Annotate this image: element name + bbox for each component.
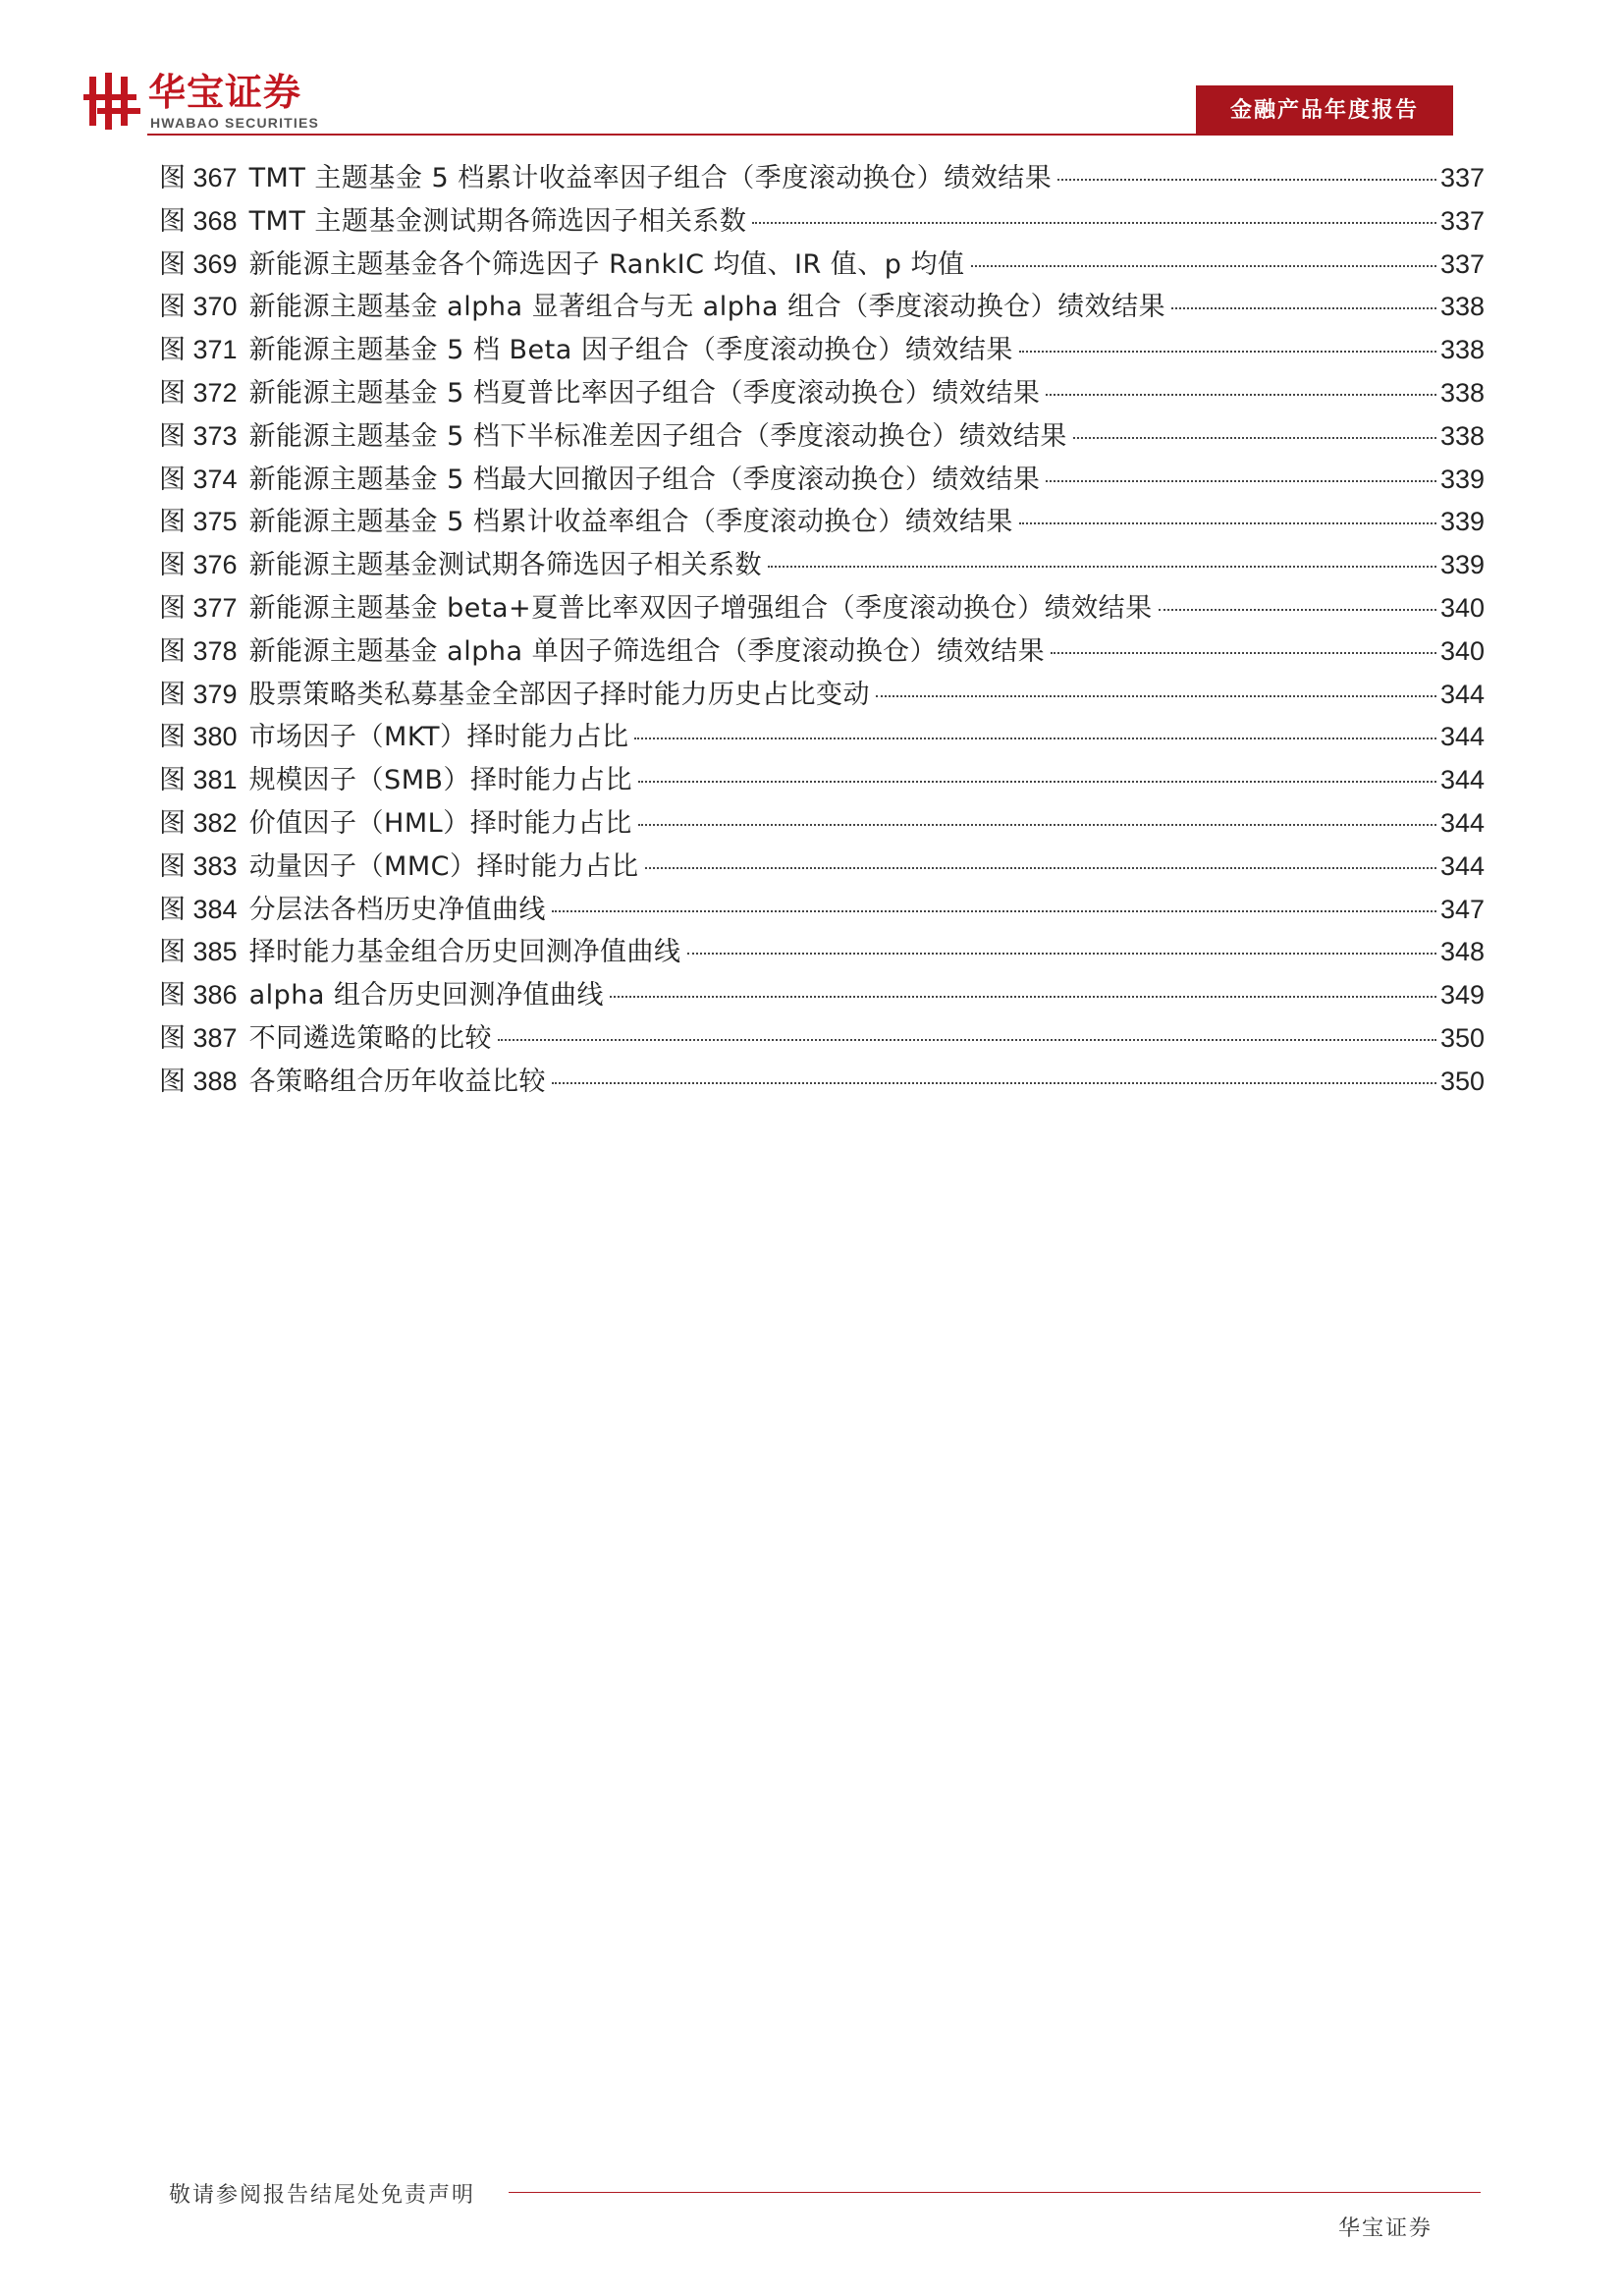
toc-dot-leader — [1159, 608, 1436, 611]
toc-dot-leader — [1057, 178, 1436, 181]
toc-figure-title: 择时能力基金组合历史回测净值曲线 — [248, 937, 681, 968]
toc-dot-leader — [1073, 436, 1436, 439]
toc-dot-leader — [552, 909, 1436, 912]
toc-dot-leader — [876, 694, 1436, 697]
toc-page-number: 338 — [1439, 377, 1485, 408]
toc-dot-leader — [971, 264, 1436, 267]
toc-figure-title: TMT 主题基金测试期各筛选因子相关系数 — [248, 205, 747, 237]
toc-entry[interactable] — [159, 716, 1485, 759]
toc-entry[interactable] — [159, 846, 1485, 889]
toc-figure-label: 图 377 — [159, 592, 238, 623]
toc-entry[interactable] — [159, 1017, 1485, 1061]
toc-figure-title: 市场因子（MKT）择时能力占比 — [248, 722, 629, 753]
toc-figure-label: 图 382 — [159, 807, 238, 838]
toc-page-number: 340 — [1439, 635, 1485, 666]
toc-figure-title: 新能源主题基金 beta+夏普比率双因子增强组合（季度滚动换仓）绩效结果 — [248, 592, 1153, 624]
toc-dot-leader — [768, 565, 1436, 568]
toc-dot-leader — [1046, 479, 1436, 482]
toc-page-number: 337 — [1439, 248, 1485, 279]
page-header — [0, 0, 1623, 147]
logo-english-name: HWABAO SECURITIES — [150, 115, 320, 131]
toc-entry[interactable] — [159, 630, 1485, 674]
toc-page-number: 347 — [1439, 894, 1485, 924]
toc-figure-title: 不同遴选策略的比较 — [248, 1022, 493, 1054]
toc-page-number: 337 — [1439, 163, 1485, 192]
toc-dot-leader — [610, 995, 1436, 998]
toc-figure-title: 新能源主题基金 alpha 单因子筛选组合（季度滚动换仓）绩效结果 — [248, 635, 1046, 667]
toc-page-number: 344 — [1439, 807, 1485, 838]
toc-figure-title: 股票策略类私募基金全部因子择时能力历史占比变动 — [248, 679, 871, 710]
toc-figure-title: 新能源主题基金 5 档 Beta 因子组合（季度滚动换仓）绩效结果 — [248, 335, 1013, 366]
toc-figure-label: 图 384 — [159, 894, 238, 924]
toc-page-number: 350 — [1439, 1022, 1485, 1053]
toc-entry[interactable] — [159, 889, 1485, 932]
toc-entry[interactable] — [159, 157, 1485, 200]
toc-figure-title: 各策略组合历年收益比较 — [248, 1066, 547, 1097]
toc-page-number: 344 — [1439, 765, 1485, 795]
toc-figure-label: 图 376 — [159, 550, 238, 580]
toc-page-number: 339 — [1439, 550, 1485, 580]
toc-entry[interactable] — [159, 544, 1485, 587]
toc-entry[interactable] — [159, 587, 1485, 630]
toc-figure-label: 图 375 — [159, 507, 238, 537]
toc-dot-leader — [645, 866, 1436, 869]
toc-figure-title: 新能源主题基金 5 档累计收益率组合（季度滚动换仓）绩效结果 — [248, 507, 1013, 538]
company-logo — [83, 67, 378, 136]
toc-figure-title: 动量因子（MMC）择时能力占比 — [248, 850, 639, 882]
toc-dot-leader — [752, 221, 1436, 224]
toc-entry[interactable] — [159, 372, 1485, 415]
toc-entry[interactable] — [159, 802, 1485, 846]
toc-dot-leader — [687, 952, 1436, 955]
toc-figure-label: 图 388 — [159, 1066, 238, 1096]
toc-figure-label: 图 381 — [159, 765, 238, 795]
logo-chinese-name: 华宝证券 — [148, 71, 302, 114]
toc-figure-label: 图 368 — [159, 205, 238, 236]
toc-figure-label: 图 367 — [159, 163, 238, 192]
toc-figure-title: 新能源主题基金各个筛选因子 RankIC 均值、IR 值、p 均值 — [248, 248, 965, 280]
toc-figure-title: 新能源主题基金测试期各筛选因子相关系数 — [248, 550, 763, 581]
toc-entry[interactable] — [159, 415, 1485, 459]
toc-page-number: 338 — [1439, 335, 1485, 365]
toc-figure-label: 图 383 — [159, 850, 238, 881]
toc-figure-title: 新能源主题基金 5 档夏普比率因子组合（季度滚动换仓）绩效结果 — [248, 377, 1041, 409]
toc-figure-title: 新能源主题基金 5 档下半标准差因子组合（季度滚动换仓）绩效结果 — [248, 420, 1067, 452]
toc-entry[interactable] — [159, 200, 1485, 244]
toc-dot-leader — [638, 780, 1436, 783]
toc-entry[interactable] — [159, 759, 1485, 802]
toc-entry[interactable] — [159, 286, 1485, 329]
toc-figure-label: 图 379 — [159, 679, 238, 709]
toc-entry[interactable] — [159, 674, 1485, 717]
toc-page-number: 350 — [1439, 1066, 1485, 1096]
toc-dot-leader — [1051, 651, 1436, 654]
toc-figure-label: 图 371 — [159, 335, 238, 365]
toc-figure-label: 图 385 — [159, 937, 238, 967]
toc-entry[interactable] — [159, 244, 1485, 287]
report-type-tag: 金融产品年度报告 — [1196, 85, 1453, 136]
toc-figure-title: 新能源主题基金 5 档最大回撤因子组合（季度滚动换仓）绩效结果 — [248, 464, 1041, 495]
toc-figure-label: 图 386 — [159, 980, 238, 1011]
toc-figure-title: 价值因子（HML）择时能力占比 — [248, 807, 632, 839]
toc-entry[interactable] — [159, 1061, 1485, 1104]
toc-entry[interactable] — [159, 329, 1485, 372]
toc-figure-title: TMT 主题基金 5 档累计收益率因子组合（季度滚动换仓）绩效结果 — [248, 163, 1053, 193]
toc-entry[interactable] — [159, 459, 1485, 502]
toc-dot-leader — [634, 737, 1435, 739]
toc-figure-title: 规模因子（SMB）择时能力占比 — [248, 765, 633, 796]
toc-dot-leader — [498, 1038, 1436, 1041]
toc-figure-title: 分层法各档历史净值曲线 — [248, 894, 547, 925]
toc-page-number: 340 — [1439, 592, 1485, 623]
toc-dot-leader — [1019, 350, 1436, 353]
toc-entry[interactable] — [159, 974, 1485, 1017]
toc-figure-title: 新能源主题基金 alpha 显著组合与无 alpha 组合（季度滚动换仓）绩效结果 — [248, 292, 1166, 323]
toc-entry[interactable] — [159, 931, 1485, 974]
toc-page-number: 338 — [1439, 292, 1485, 322]
toc-page-number: 339 — [1439, 507, 1485, 537]
toc-page-number: 344 — [1439, 679, 1485, 709]
toc-page-number: 349 — [1439, 980, 1485, 1011]
footer-divider — [509, 2192, 1481, 2193]
toc-figure-title: alpha 组合历史回测净值曲线 — [248, 980, 604, 1011]
toc-dot-leader — [638, 823, 1436, 826]
toc-figure-label: 图 374 — [159, 464, 238, 494]
toc-page-number: 337 — [1439, 205, 1485, 236]
toc-figure-label: 图 370 — [159, 292, 238, 322]
toc-figure-label: 图 387 — [159, 1022, 238, 1053]
toc-figure-label: 图 372 — [159, 377, 238, 408]
toc-page-number: 348 — [1439, 937, 1485, 967]
footer-brand: 华宝证券 — [1338, 2216, 1434, 2241]
disclaimer-note: 敬请参阅报告结尾处免责声明 — [169, 2183, 476, 2208]
toc-dot-leader — [1019, 521, 1436, 524]
toc-figure-label: 图 373 — [159, 420, 238, 451]
toc-dot-leader — [1046, 393, 1436, 396]
toc-page-number: 338 — [1439, 420, 1485, 451]
toc-dot-leader — [1171, 306, 1436, 309]
toc-figure-label: 图 378 — [159, 635, 238, 666]
toc-page-number: 344 — [1439, 722, 1485, 752]
toc-page-number: 344 — [1439, 850, 1485, 881]
hwabao-logo-icon — [83, 73, 140, 130]
figure-table-of-contents — [159, 157, 1485, 1104]
toc-figure-label: 图 380 — [159, 722, 238, 752]
toc-figure-label: 图 369 — [159, 248, 238, 279]
toc-entry[interactable] — [159, 501, 1485, 544]
toc-page-number: 339 — [1439, 464, 1485, 494]
toc-dot-leader — [552, 1081, 1436, 1084]
